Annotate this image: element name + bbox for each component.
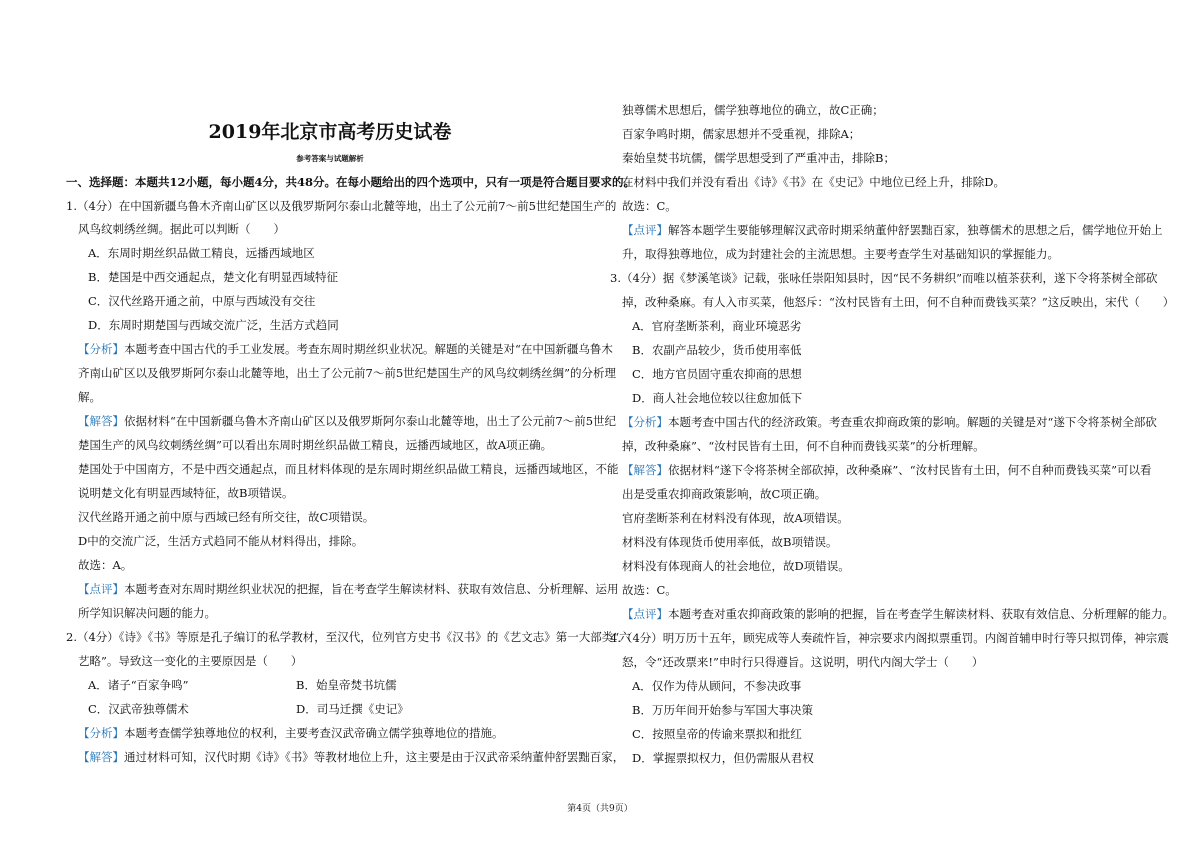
text-line xyxy=(78,390,101,404)
text-line xyxy=(622,439,985,453)
line-text: 解。 xyxy=(78,390,101,404)
text-line xyxy=(78,342,613,356)
line-text: B．农副产品较少，货币使用率低 xyxy=(632,343,802,357)
text-line xyxy=(632,367,802,381)
line-text: 楚国处于中国南方，不是中西交通起点，而且材料体现的是东周时期丝织品做工精良，远播西域地区，不能 xyxy=(78,462,619,476)
line-text: 汉代丝路开通之前中原与西域已经有所交往，故C项错误。 xyxy=(78,510,375,524)
line-text: 在材料中我们并没有看出《诗》《书》在《史记》中地位已经上升，排除D。 xyxy=(622,175,1005,189)
text-line xyxy=(632,727,802,741)
line-text: 3.（4分）据《梦溪笔谈》记载，张咏任崇阳知县时，因“民不务耕织”而唯以植茶获利，遂下令将茶树全部砍 xyxy=(610,271,1158,285)
answer-tag-wrapper: 【解答】 xyxy=(78,750,124,764)
text-line xyxy=(632,703,813,717)
line-text: D中的交流广泛，生活方式趋同不能从材料得出，排除。 xyxy=(78,534,364,548)
line-text: 4.（4分）明万历十五年，顾宪成等人奏疏忤旨，神宗要求内阁拟票重罚。内阁首辅申时行等只拟罚俸，神宗震 xyxy=(610,631,1169,645)
text-line xyxy=(88,270,338,284)
text-line xyxy=(622,415,1157,429)
line-text: B．始皇帝焚书坑儒 xyxy=(296,678,397,692)
line-text: 说明楚文化有明显西域特征，故B项错误。 xyxy=(78,486,294,500)
line-text: 风鸟纹刺绣丝绸。据此可以判断（ ） xyxy=(78,222,285,236)
answer-tag: 点评 xyxy=(633,223,657,237)
line-text: 2.（4分）《诗》《书》等原是孔子编订的私学教材，至汉代，位列官方史书《汉书》的《艺文志》第一大部类“六 xyxy=(66,630,631,644)
text-line xyxy=(632,343,801,357)
text-line xyxy=(632,391,802,405)
answer-tag: 点评 xyxy=(89,582,113,596)
line-text: 依据材料“遂下令将茶树全部砍掉，改种桑麻”、“汝村民皆有土田，何不自种而费钱买菜”可以看 xyxy=(668,463,1152,477)
answer-tag-wrapper: 【分析】 xyxy=(78,726,124,740)
answer-tag: 分析 xyxy=(89,726,113,740)
line-text: D．东周时期楚国与西域交流广泛，生活方式趋同 xyxy=(88,318,339,332)
page-title: 2019年北京市高考历史试卷 xyxy=(208,121,452,143)
text-line xyxy=(78,414,616,428)
answer-tag-wrapper: 【分析】 xyxy=(78,342,124,356)
text-line xyxy=(622,175,1005,189)
line-text: 本题考查对东周时期丝织业状况的把握，旨在考查学生解读材料、获取有效信息、分析理解、运用 xyxy=(124,582,619,596)
text-line xyxy=(622,223,1163,237)
text-line xyxy=(622,151,895,165)
line-text: C．汉代丝路开通之前，中原与西域没有交往 xyxy=(88,294,316,308)
text-line xyxy=(622,295,1174,309)
line-text: 本题考查儒学独尊地位的权利，主要考查汉武帝确立儒学独尊地位的措施。 xyxy=(124,726,504,740)
line-text: 本题考查中国古代的经济政策。考查重农抑商政策的影响。解题的关键是对“遂下令将茶树全部砍 xyxy=(668,415,1157,429)
text-line xyxy=(622,511,849,525)
text-line xyxy=(622,607,1174,621)
text-line xyxy=(622,247,1059,261)
text-line xyxy=(78,222,285,236)
line-text: 百家争鸣时期，儒家思想并不受重视，排除A； xyxy=(622,127,861,141)
line-text: 故选：C。 xyxy=(622,583,677,597)
answer-tag-wrapper: 【解答】 xyxy=(78,414,124,428)
text-line xyxy=(632,319,801,333)
line-text: 本题考查中国古代的手工业发展。考查东周时期丝织业状况。解题的关键是对“在中国新疆乌鲁木 xyxy=(124,342,613,356)
line-text: 所学知识解决问题的能力。 xyxy=(78,606,216,620)
text-line xyxy=(622,583,677,597)
text-line xyxy=(66,199,616,213)
line-text: B．楚国是中西交通起点，楚文化有明显西域特征 xyxy=(88,270,338,284)
line-text: 齐南山矿区以及俄罗斯阿尔泰山北麓等地，出土了公元前7～前5世纪楚国生产的风鸟纹刺绣丝绸”的分析理 xyxy=(78,366,617,380)
answer-tag-wrapper: 【解答】 xyxy=(622,463,668,477)
text-line xyxy=(610,631,1169,645)
text-line xyxy=(78,510,374,524)
answer-tag-wrapper: 【点评】 xyxy=(622,223,668,237)
text-line xyxy=(78,438,552,452)
text-line xyxy=(78,726,504,740)
line-text: 解答本题学生要能够理解汉武帝时期采纳董仲舒罢黜百家，独尊儒术的思想之后，儒学地位开始上 xyxy=(668,223,1163,237)
answer-tag: 分析 xyxy=(89,342,113,356)
text-line xyxy=(66,630,631,644)
text-line xyxy=(78,750,624,764)
answer-tag: 解答 xyxy=(89,414,113,428)
line-text: 怒，令“还改票来!”申时行只得遵旨。这说明，明代内阁大学士（ ） xyxy=(622,655,984,669)
line-text: D．司马迁撰《史记》 xyxy=(296,702,409,716)
line-text: 1.（4分）在中国新疆乌鲁木齐南山矿区以及俄罗斯阿尔泰山北麓等地，出土了公元前7～前5世纪楚国生产的 xyxy=(66,199,617,213)
text-line xyxy=(622,487,826,501)
text-line xyxy=(622,535,837,549)
text-line xyxy=(622,559,850,573)
line-text: A．仅作为侍从顾问，不参决政事 xyxy=(632,679,802,693)
text-line xyxy=(296,678,396,692)
line-text: 本题考查对重农抑商政策的影响的把握，旨在考查学生解读材料、获取有效信息、分析理解的能力。 xyxy=(668,607,1174,621)
text-line xyxy=(88,318,339,332)
line-text: 升，取得独尊地位，成为封建社会的主流思想。主要考查学生对基础知识的掌握能力。 xyxy=(622,247,1059,261)
page-subtitle: 参考答案与试题解析 xyxy=(296,154,364,163)
answer-tag: 解答 xyxy=(633,463,657,477)
line-text: 艺略”。导致这一变化的主要原因是（ ） xyxy=(78,654,303,668)
answer-tag: 解答 xyxy=(89,750,113,764)
text-line xyxy=(622,463,1152,477)
text-line xyxy=(88,702,189,716)
line-text: C．按照皇帝的传谕来票拟和批红 xyxy=(632,727,802,741)
line-text: 独尊儒术思想后，儒学独尊地位的确立，故C正确； xyxy=(622,103,884,117)
line-text: 掉，改种桑麻”、“汝村民皆有土田，何不自种而费钱买菜”的分析理解。 xyxy=(622,439,985,453)
page-footer: 第4页（共9页） xyxy=(567,804,633,814)
text-line xyxy=(78,654,302,668)
text-line xyxy=(632,751,814,765)
section-heading: 一、选择题：本题共12小题，每小题4分，共48分。在每小题给出的四个选项中，只有一项是符合题目要求的。 xyxy=(66,175,636,189)
text-line xyxy=(78,462,619,476)
text-line xyxy=(88,294,315,308)
line-text: 秦始皇焚书坑儒，儒学思想受到了严重冲击，排除B； xyxy=(622,151,895,165)
text-line xyxy=(88,678,189,692)
line-text: A．诸子“百家争鸣” xyxy=(88,678,189,692)
answer-tag: 点评 xyxy=(633,607,657,621)
line-text: 通过材料可知，汉代时期《诗》《书》等教材地位上升，这主要是由于汉武帝采纳董仲舒罢黜百家， xyxy=(124,750,625,764)
line-text: 楚国生产的风鸟纹刺绣丝绸”可以看出东周时期丝织品做工精良，远播西域地区，故A项正确。 xyxy=(78,438,553,452)
line-text: D．掌握票拟权力，但仍需服从君权 xyxy=(632,751,814,765)
text-line xyxy=(610,271,1158,285)
line-text: 材料没有体现商人的社会地位，故D项错误。 xyxy=(622,559,850,573)
line-text: D．商人社会地位较以往愈加低下 xyxy=(632,391,803,405)
text-line xyxy=(78,606,216,620)
line-text: 掉，改种桑麻。有人入市买菜，他怒斥：“汝村民皆有土田，何不自种而费钱买菜？”这反映出，宋代（ ） xyxy=(622,295,1175,309)
line-text: 官府垄断茶利在材料没有体现，故A项错误。 xyxy=(622,511,849,525)
text-line xyxy=(622,655,983,669)
text-line xyxy=(632,679,801,693)
answer-tag-wrapper: 【分析】 xyxy=(622,415,668,429)
line-text: B．万历年间开始参与军国大事决策 xyxy=(632,703,813,717)
line-text: 故选：C。 xyxy=(622,199,677,213)
text-line xyxy=(88,246,315,260)
text-line xyxy=(622,199,677,213)
text-line xyxy=(622,127,860,141)
text-line xyxy=(78,534,363,548)
line-text: C．汉武帝独尊儒术 xyxy=(88,702,189,716)
answer-tag-wrapper: 【点评】 xyxy=(78,582,124,596)
text-line xyxy=(78,486,293,500)
text-line xyxy=(622,103,884,117)
line-text: 故选：A。 xyxy=(78,558,133,572)
answer-tag: 分析 xyxy=(633,415,657,429)
text-line xyxy=(78,558,132,572)
text-line xyxy=(78,582,619,596)
line-text: A．东周时期丝织品做工精良，远播西域地区 xyxy=(88,246,315,260)
line-text: C．地方官员固守重农抑商的思想 xyxy=(632,367,802,381)
text-line xyxy=(296,702,409,716)
line-text: 材料没有体现货币使用率低，故B项错误。 xyxy=(622,535,838,549)
line-text: A．官府垄断茶利，商业环境恶劣 xyxy=(632,319,802,333)
answer-tag-wrapper: 【点评】 xyxy=(622,607,668,621)
line-text: 依据材料“在中国新疆乌鲁木齐南山矿区以及俄罗斯阿尔泰山北麓等地，出土了公元前7～前5世纪 xyxy=(124,414,617,428)
line-text: 出是受重农抑商政策影响，故C项正确。 xyxy=(622,487,827,501)
text-line xyxy=(78,366,616,380)
